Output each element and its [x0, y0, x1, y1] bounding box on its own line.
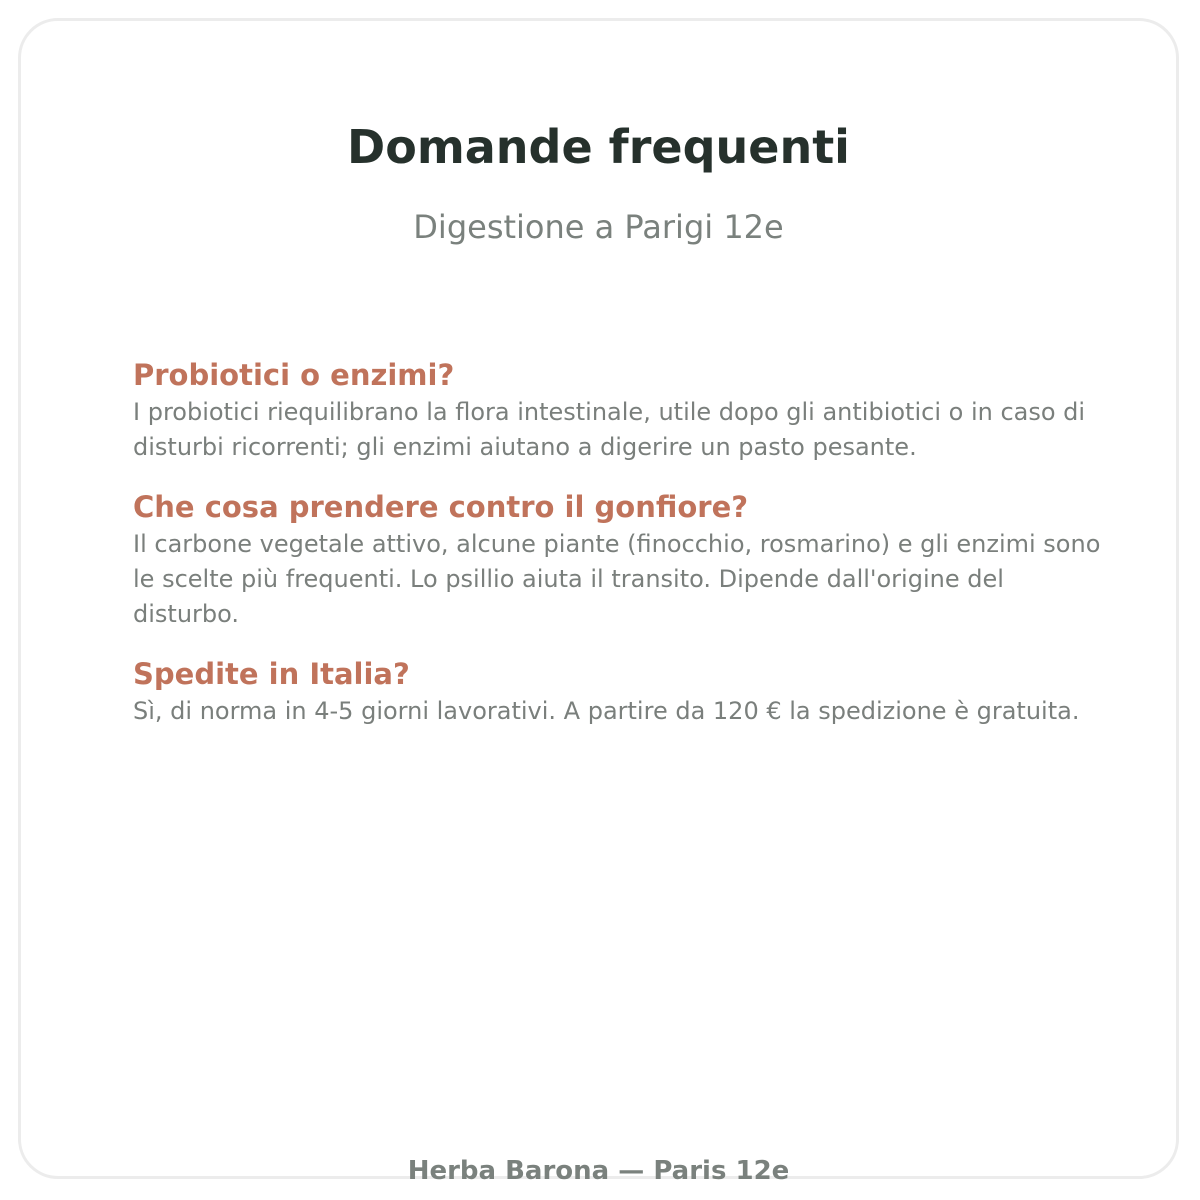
- faq-item: [133, 487, 1113, 632]
- faq-question: Probiotici o enzimi?: [133, 358, 455, 392]
- faq-answer: Il carbone vegetale attivo, alcune piante (finocchio, rosmarino) e gli enzimi sono le scelte più frequenti. Lo psillio aiuta il transito. Dipende dall'origine del disturbo.: [133, 530, 1101, 628]
- faq-question: Spedite in Italia?: [133, 657, 410, 691]
- faq-question: Che cosa prendere contro il gonfiore?: [133, 490, 749, 524]
- faq-item: [133, 654, 1113, 729]
- faq-answer: I probiotici riequilibrano la flora intestinale, utile dopo gli antibiotici o in caso di disturbi ricorrenti; gli enzimi aiutano a digerire un pasto pesante.: [133, 398, 1086, 461]
- footer-brand: Herba Barona — Paris 12e: [407, 1156, 790, 1186]
- faq-list: [133, 355, 1113, 751]
- page-subtitle: Digestione a Parigi 12e: [413, 208, 784, 246]
- faq-card: [18, 18, 1179, 1186]
- page-title: Domande frequenti: [347, 120, 850, 174]
- faq-item: [133, 355, 1113, 465]
- faq-answer: Sì, di norma in 4-5 giorni lavorativi. A partire da 120 € la spedizione è gratuita.: [133, 697, 1080, 725]
